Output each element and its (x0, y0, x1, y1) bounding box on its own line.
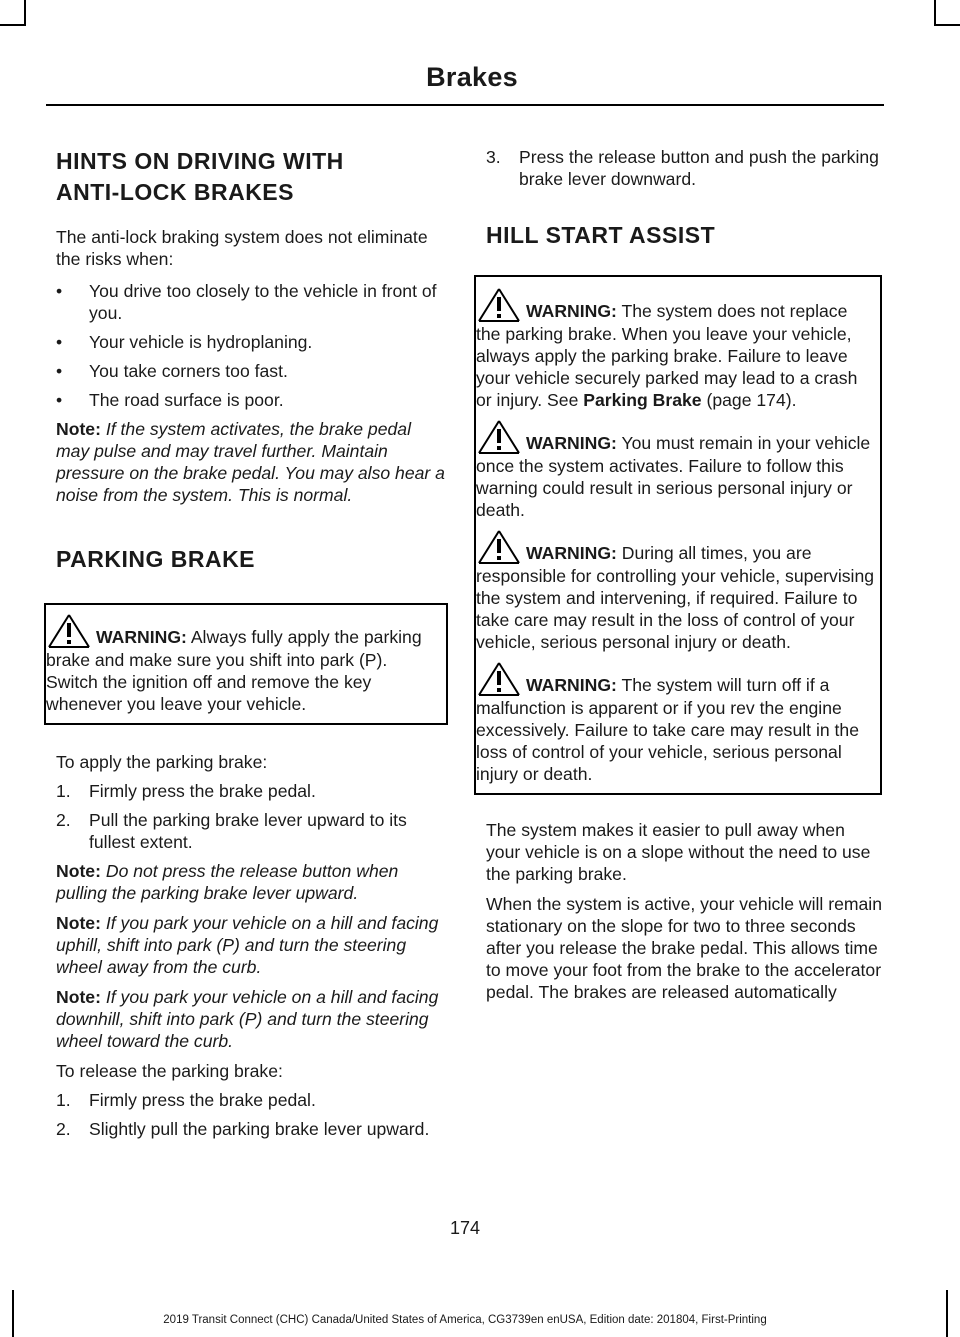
note: Note: If you park your vehicle on a hill and facing uphill, shift into park (P) and turn the steering wheel away from the curb. (56, 913, 439, 977)
crop-mark (934, 0, 936, 24)
list-item: 1. Firmly press the brake pedal. (56, 1090, 316, 1110)
page-number: 174 (449, 1218, 481, 1238)
parking-brake-link[interactable]: Parking Brake (583, 390, 702, 410)
release-steps-continued (486, 146, 882, 190)
abs-bullet-list (56, 280, 448, 411)
left-column (46, 146, 448, 1140)
body-paragraph: When the system is active, your vehicle will remain stationary on the slope for two to three seconds after you release the brake pedal. This allows time to move your foot from the brake to the accelerator pedal. The brakes are released automatically (486, 894, 882, 1002)
header-divider (46, 104, 884, 106)
list-item: • Your vehicle is hydroplaning. (56, 332, 313, 352)
list-item: • The road surface is poor. (56, 390, 284, 410)
list-item: 1. Firmly press the brake pedal. (56, 781, 316, 801)
warning-icon (46, 613, 92, 649)
abs-note: Note: If the system activates, the brake pedal may pulse and may travel further. Maintain pressure on the brake pedal. You may also hear a noise from the system. This is normal. (56, 419, 445, 505)
abs-heading: HINTS ON DRIVING WITH ANTI-LOCK BRAKES (56, 148, 344, 205)
list-item: 2. Pull the parking brake lever upward to its fullest extent. (56, 810, 407, 852)
warning-icon (476, 287, 522, 323)
warning: WARNING: The system does not replace the parking brake. When you leave your vehicle, always apply the parking brake. Failure to leave your vehicle securely parked may lead to a crash or injury. See Parking Brake (page 174). (476, 287, 874, 411)
hill-warning-box (474, 275, 882, 795)
crop-mark (934, 24, 960, 26)
note: Note: If you park your vehicle on a hill and facing downhill, shift into park (P) and turn the steering wheel toward the curb. (56, 987, 439, 1051)
warning-icon (476, 419, 522, 455)
warning: WARNING: You must remain in your vehicle once the system activates. Failure to follow this warning could result in serious personal injury or death. (476, 419, 874, 521)
hill-start-heading: HILL START ASSIST (486, 222, 716, 248)
list-item: 3. Press the release button and push the parking brake lever downward. (486, 147, 879, 189)
release-steps (56, 1089, 448, 1140)
abs-intro: The anti-lock braking system does not eliminate the risks when: (56, 227, 428, 269)
list-item: • You take corners too fast. (56, 361, 288, 381)
warning: WARNING: The system will turn off if a malfunction is apparent or if you rev the engine excessively. Failure to take care may result in the loss of control of your vehicle, serious personal injury or death. (476, 661, 874, 785)
apply-steps (56, 780, 448, 853)
release-intro: To release the parking brake: (56, 1061, 283, 1081)
apply-intro: To apply the parking brake: (56, 752, 268, 772)
list-item: 2. Slightly pull the parking brake lever upward. (56, 1119, 430, 1139)
warning-icon (476, 529, 522, 565)
right-column (476, 146, 882, 1003)
parking-warning-box (44, 603, 448, 725)
list-item: • You drive too closely to the vehicle in front of you. (56, 281, 437, 323)
body-paragraph: The system makes it easier to pull away when your vehicle is on a slope without the need to use the parking brake. (486, 820, 871, 884)
warning: WARNING: During all times, you are responsible for controlling your vehicle, supervising the system and intervening, if required. Failure to take care may result in the loss of control of your vehicle, serious personal injury or death. (476, 529, 874, 653)
parking-brake-heading: PARKING BRAKE (56, 546, 256, 572)
note: Note: Do not press the release button when pulling the parking brake lever upward. (56, 861, 399, 903)
page-title: Brakes (426, 62, 518, 92)
warning: WARNING: Always fully apply the parking brake and make sure you shift into park (P). Switch the ignition off and remove the key whenever you leave your vehicle. (46, 613, 440, 715)
crop-mark (946, 1290, 948, 1337)
footer-text: 2019 Transit Connect (CHC) Canada/United States of America, CG3739en enUSA, Edition date: 201804, First-Printing (163, 1314, 767, 1326)
warning-icon (476, 661, 522, 697)
crop-mark (0, 24, 26, 26)
crop-mark (24, 0, 26, 24)
